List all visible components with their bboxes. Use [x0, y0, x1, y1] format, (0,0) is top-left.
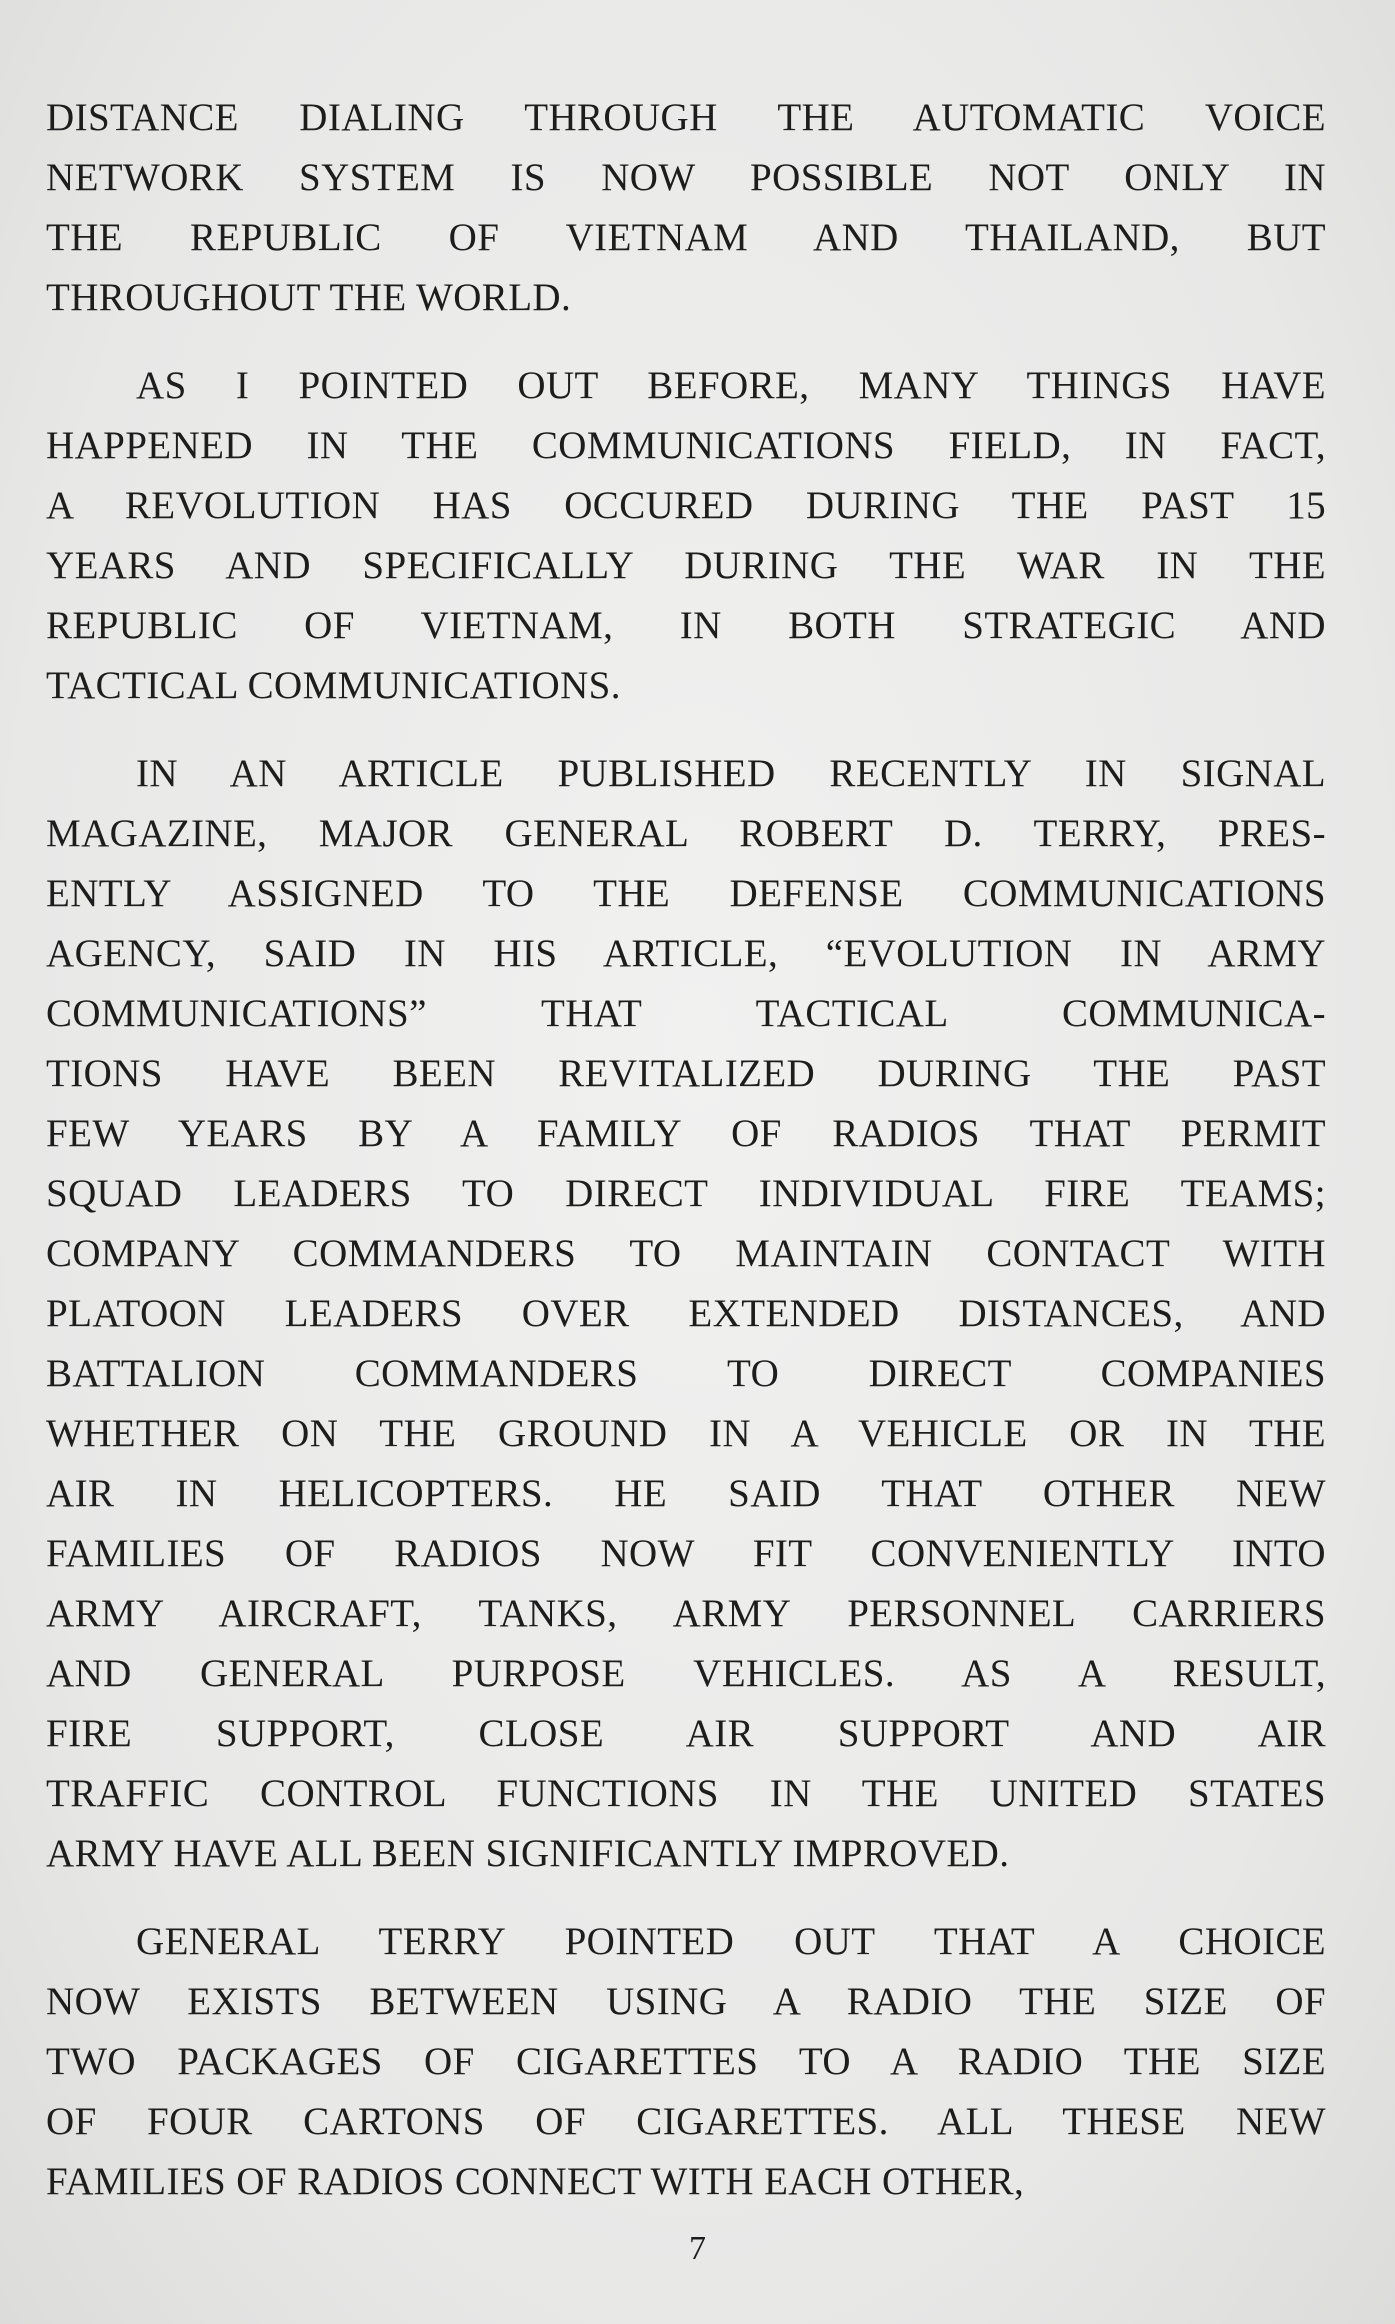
text-line: ENTLY ASSIGNED TO THE DEFENSE COMMUNICATIONS	[46, 872, 1326, 915]
text-line: TACTICAL COMMUNICATIONS.	[46, 664, 621, 707]
text-line: WHETHER ON THE GROUND IN A VEHICLE OR IN THE	[46, 1412, 1326, 1455]
page-number: 7	[689, 2230, 706, 2267]
text-line: AS I POINTED OUT BEFORE, MANY THINGS HAVE	[136, 364, 1326, 407]
text-line: COMPANY COMMANDERS TO MAINTAIN CONTACT WITH	[46, 1232, 1326, 1275]
text-line: A REVOLUTION HAS OCCURED DURING THE PAST 15	[46, 484, 1326, 527]
paragraph	[46, 1912, 1326, 2212]
text-line: ARMY HAVE ALL BEEN SIGNIFICANTLY IMPROVED.	[46, 1832, 1010, 1875]
text-line: SQUAD LEADERS TO DIRECT INDIVIDUAL FIRE TEAMS;	[46, 1172, 1326, 1215]
text-line: YEARS AND SPECIFICALLY DURING THE WAR IN THE	[46, 544, 1326, 587]
text-line: ARMY AIRCRAFT, TANKS, ARMY PERSONNEL CARRIERS	[46, 1592, 1326, 1635]
text-line: IN AN ARTICLE PUBLISHED RECENTLY IN SIGNAL	[136, 752, 1326, 795]
text-line: OF FOUR CARTONS OF CIGARETTES. ALL THESE NEW	[46, 2100, 1326, 2143]
text-line: COMMUNICATIONS” THAT TACTICAL COMMUNICA-	[46, 992, 1326, 1035]
text-line: AGENCY, SAID IN HIS ARTICLE, “EVOLUTION IN ARMY	[46, 932, 1326, 975]
text-line: MAGAZINE, MAJOR GENERAL ROBERT D. TERRY, PRES-	[46, 812, 1326, 855]
text-line: TRAFFIC CONTROL FUNCTIONS IN THE UNITED STATES	[46, 1772, 1326, 1815]
text-line: GENERAL TERRY POINTED OUT THAT A CHOICE	[136, 1920, 1326, 1963]
text-line: NETWORK SYSTEM IS NOW POSSIBLE NOT ONLY IN	[46, 156, 1326, 199]
paragraph	[46, 88, 1326, 328]
text-line: PLATOON LEADERS OVER EXTENDED DISTANCES, AND	[46, 1292, 1326, 1335]
text-line: BATTALION COMMANDERS TO DIRECT COMPANIES	[46, 1352, 1326, 1395]
text-line: NOW EXISTS BETWEEN USING A RADIO THE SIZE OF	[46, 1980, 1326, 2023]
text-line: THE REPUBLIC OF VIETNAM AND THAILAND, BUT	[46, 216, 1326, 259]
text-line: FEW YEARS BY A FAMILY OF RADIOS THAT PERMIT	[46, 1112, 1326, 1155]
paragraph	[46, 744, 1326, 1884]
text-line: TWO PACKAGES OF CIGARETTES TO A RADIO THE SIZE	[46, 2040, 1326, 2083]
text-line: AIR IN HELICOPTERS. HE SAID THAT OTHER NEW	[46, 1472, 1326, 1515]
text-line: THROUGHOUT THE WORLD.	[46, 276, 572, 319]
text-line: DISTANCE DIALING THROUGH THE AUTOMATIC VOICE	[46, 96, 1326, 139]
body-text	[46, 88, 1326, 2240]
text-line: TIONS HAVE BEEN REVITALIZED DURING THE PAST	[46, 1052, 1326, 1095]
text-line: FIRE SUPPORT, CLOSE AIR SUPPORT AND AIR	[46, 1712, 1326, 1755]
text-line: AND GENERAL PURPOSE VEHICLES. AS A RESULT,	[46, 1652, 1326, 1695]
text-line: REPUBLIC OF VIETNAM, IN BOTH STRATEGIC AND	[46, 604, 1326, 647]
text-line: HAPPENED IN THE COMMUNICATIONS FIELD, IN FACT,	[46, 424, 1326, 467]
text-line: FAMILIES OF RADIOS NOW FIT CONVENIENTLY INTO	[46, 1532, 1326, 1575]
paragraph	[46, 356, 1326, 716]
text-line: FAMILIES OF RADIOS CONNECT WITH EACH OTHER,	[46, 2160, 1025, 2203]
